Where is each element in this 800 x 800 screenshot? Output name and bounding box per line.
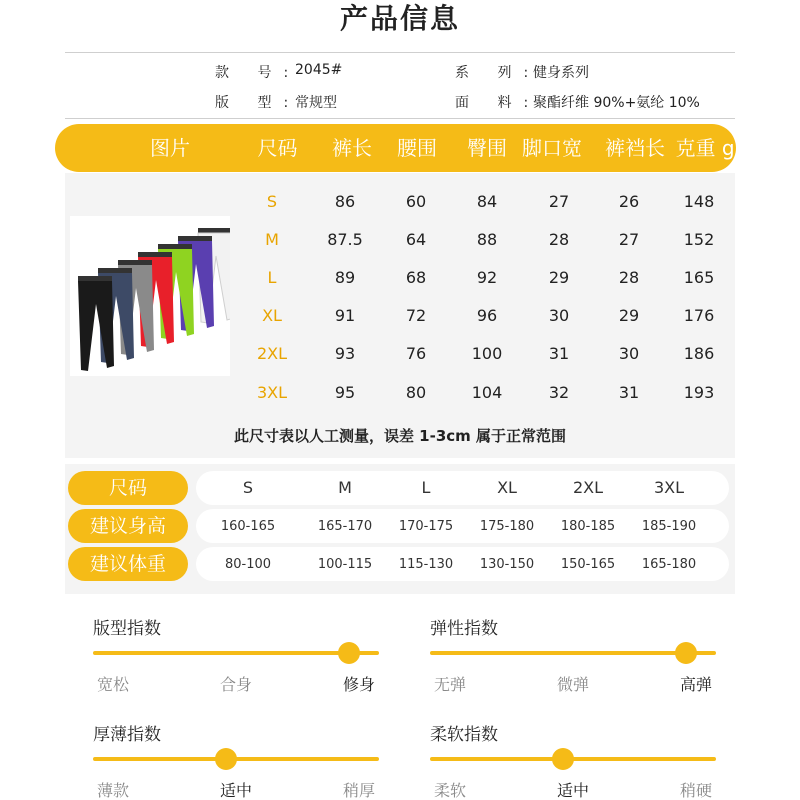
recommend-weight-value: 100-115 (317, 557, 373, 572)
header-size: 尺码 (257, 136, 298, 160)
header-length: 裤长 (332, 136, 372, 160)
page-title: 产品信息 (339, 2, 460, 35)
recommend-size-value: S (242, 478, 254, 497)
elastic-index-title: 弹性指数 (430, 619, 498, 639)
table-cell: 32 (548, 383, 570, 402)
thickness-index-label: 稍厚 (342, 781, 375, 800)
table-cell: 186 (683, 344, 715, 363)
recommend-height-value: 165-170 (317, 519, 373, 534)
table-cell: 76 (405, 344, 427, 363)
fit-index-label: 修身 (342, 675, 375, 694)
table-cell: 27 (548, 192, 570, 211)
table-cell: 91 (334, 306, 356, 325)
table-cell: 31 (548, 344, 570, 363)
table-cell: 26 (618, 192, 640, 211)
fit-value: 常规型 (295, 95, 337, 111)
thickness-index-title: 厚薄指数 (93, 725, 161, 745)
fit-index-marker (338, 642, 360, 664)
table-cell: 152 (683, 230, 715, 249)
recommend-height-pill: 建议身高 (68, 509, 188, 543)
info-rule (65, 118, 735, 119)
thickness-index-label: 薄款 (96, 781, 129, 800)
model-label: 款 号: (215, 65, 301, 81)
model-value: 2045# (295, 62, 343, 78)
table-cell: 104 (471, 383, 503, 402)
elastic-index-label: 高弹 (679, 675, 712, 694)
table-cell: 72 (405, 306, 427, 325)
table-cell: 30 (618, 344, 640, 363)
table-cell: 86 (334, 192, 356, 211)
recommend-height-value: 185-190 (641, 519, 697, 534)
size-cell: M (265, 230, 279, 249)
header-rise: 裤裆长 (605, 136, 665, 160)
table-cell: 30 (548, 306, 570, 325)
size-cell: 3XL (256, 383, 288, 402)
table-cell: 28 (618, 268, 640, 287)
recommend-size-value: 2XL (572, 478, 604, 497)
series-label: 系 列: (455, 65, 541, 81)
size-cell: L (267, 268, 277, 287)
recommend-size-value: 3XL (653, 478, 685, 497)
header-weight: 克重 g (675, 136, 735, 160)
table-cell: 64 (405, 230, 427, 249)
table-cell: 29 (548, 268, 570, 287)
fit-index-title: 版型指数 (93, 619, 161, 639)
table-cell: 28 (548, 230, 570, 249)
table-cell: 165 (683, 268, 715, 287)
leggings-image (70, 216, 230, 376)
elastic-index-label: 微弹 (556, 675, 589, 694)
table-cell: 96 (476, 306, 498, 325)
title-rule (65, 52, 735, 53)
size-table-header (55, 124, 736, 172)
recommend-height-value: 170-175 (398, 519, 454, 534)
recommend-size-value: L (421, 478, 431, 497)
table-cell: 80 (405, 383, 427, 402)
leggings-pair (78, 276, 114, 371)
recommend-height-value: 180-185 (560, 519, 616, 534)
recommend-size-pill: 尺码 (68, 471, 188, 505)
elastic-index-track (430, 651, 716, 655)
product-photo (70, 216, 230, 376)
size-cell: 2XL (256, 344, 288, 363)
table-cell: 92 (476, 268, 498, 287)
header-hip: 臀围 (467, 136, 507, 160)
series-value: 健身系列 (533, 65, 589, 81)
recommend-size-value: XL (497, 478, 517, 497)
recommend-weight-value: 130-150 (479, 557, 535, 572)
thickness-index-label: 适中 (219, 781, 252, 800)
size-table-note: 此尺寸表以人工测量，误差 1-3cm 属于正常范围 (233, 427, 567, 445)
fabric-label: 面 料: (455, 95, 541, 111)
thickness-index-marker (215, 748, 237, 770)
table-cell: 89 (334, 268, 356, 287)
fit-index-label: 宽松 (96, 675, 129, 694)
table-cell: 29 (618, 306, 640, 325)
recommend-height-value: 160-165 (220, 519, 276, 534)
size-cell: S (266, 192, 278, 211)
softness-index-marker (552, 748, 574, 770)
header-hem: 脚口宽 (522, 136, 582, 160)
fit-index-track (93, 651, 379, 655)
softness-index-label: 稍硬 (679, 781, 712, 800)
table-cell: 27 (618, 230, 640, 249)
fit-label: 版 型: (215, 95, 301, 111)
table-cell: 88 (476, 230, 498, 249)
recommend-weight-value: 80-100 (224, 557, 272, 572)
table-cell: 31 (618, 383, 640, 402)
table-cell: 100 (471, 344, 503, 363)
softness-index-title: 柔软指数 (430, 725, 498, 745)
softness-index-label: 柔软 (433, 781, 466, 800)
table-cell: 176 (683, 306, 715, 325)
table-cell: 148 (683, 192, 715, 211)
table-cell: 87.5 (327, 230, 363, 249)
recommend-weight-value: 150-165 (560, 557, 616, 572)
fit-index-label: 合身 (219, 675, 252, 694)
header-photo: 图片 (150, 136, 190, 160)
size-cell: XL (262, 306, 282, 325)
fabric-value: 聚酯纤维 90%+氨纶 10% (533, 95, 700, 111)
table-cell: 84 (476, 192, 498, 211)
recommend-size-value: M (338, 478, 352, 497)
table-cell: 60 (405, 192, 427, 211)
table-cell: 68 (405, 268, 427, 287)
recommend-weight-value: 165-180 (641, 557, 697, 572)
elastic-index-label: 无弹 (433, 675, 466, 694)
recommend-weight-value: 115-130 (398, 557, 454, 572)
header-waist: 腰围 (397, 136, 437, 160)
table-cell: 193 (683, 383, 715, 402)
table-cell: 93 (334, 344, 356, 363)
recommend-weight-pill: 建议体重 (68, 547, 188, 581)
recommend-height-value: 175-180 (479, 519, 535, 534)
table-cell: 95 (334, 383, 356, 402)
elastic-index-marker (675, 642, 697, 664)
softness-index-label: 适中 (556, 781, 589, 800)
